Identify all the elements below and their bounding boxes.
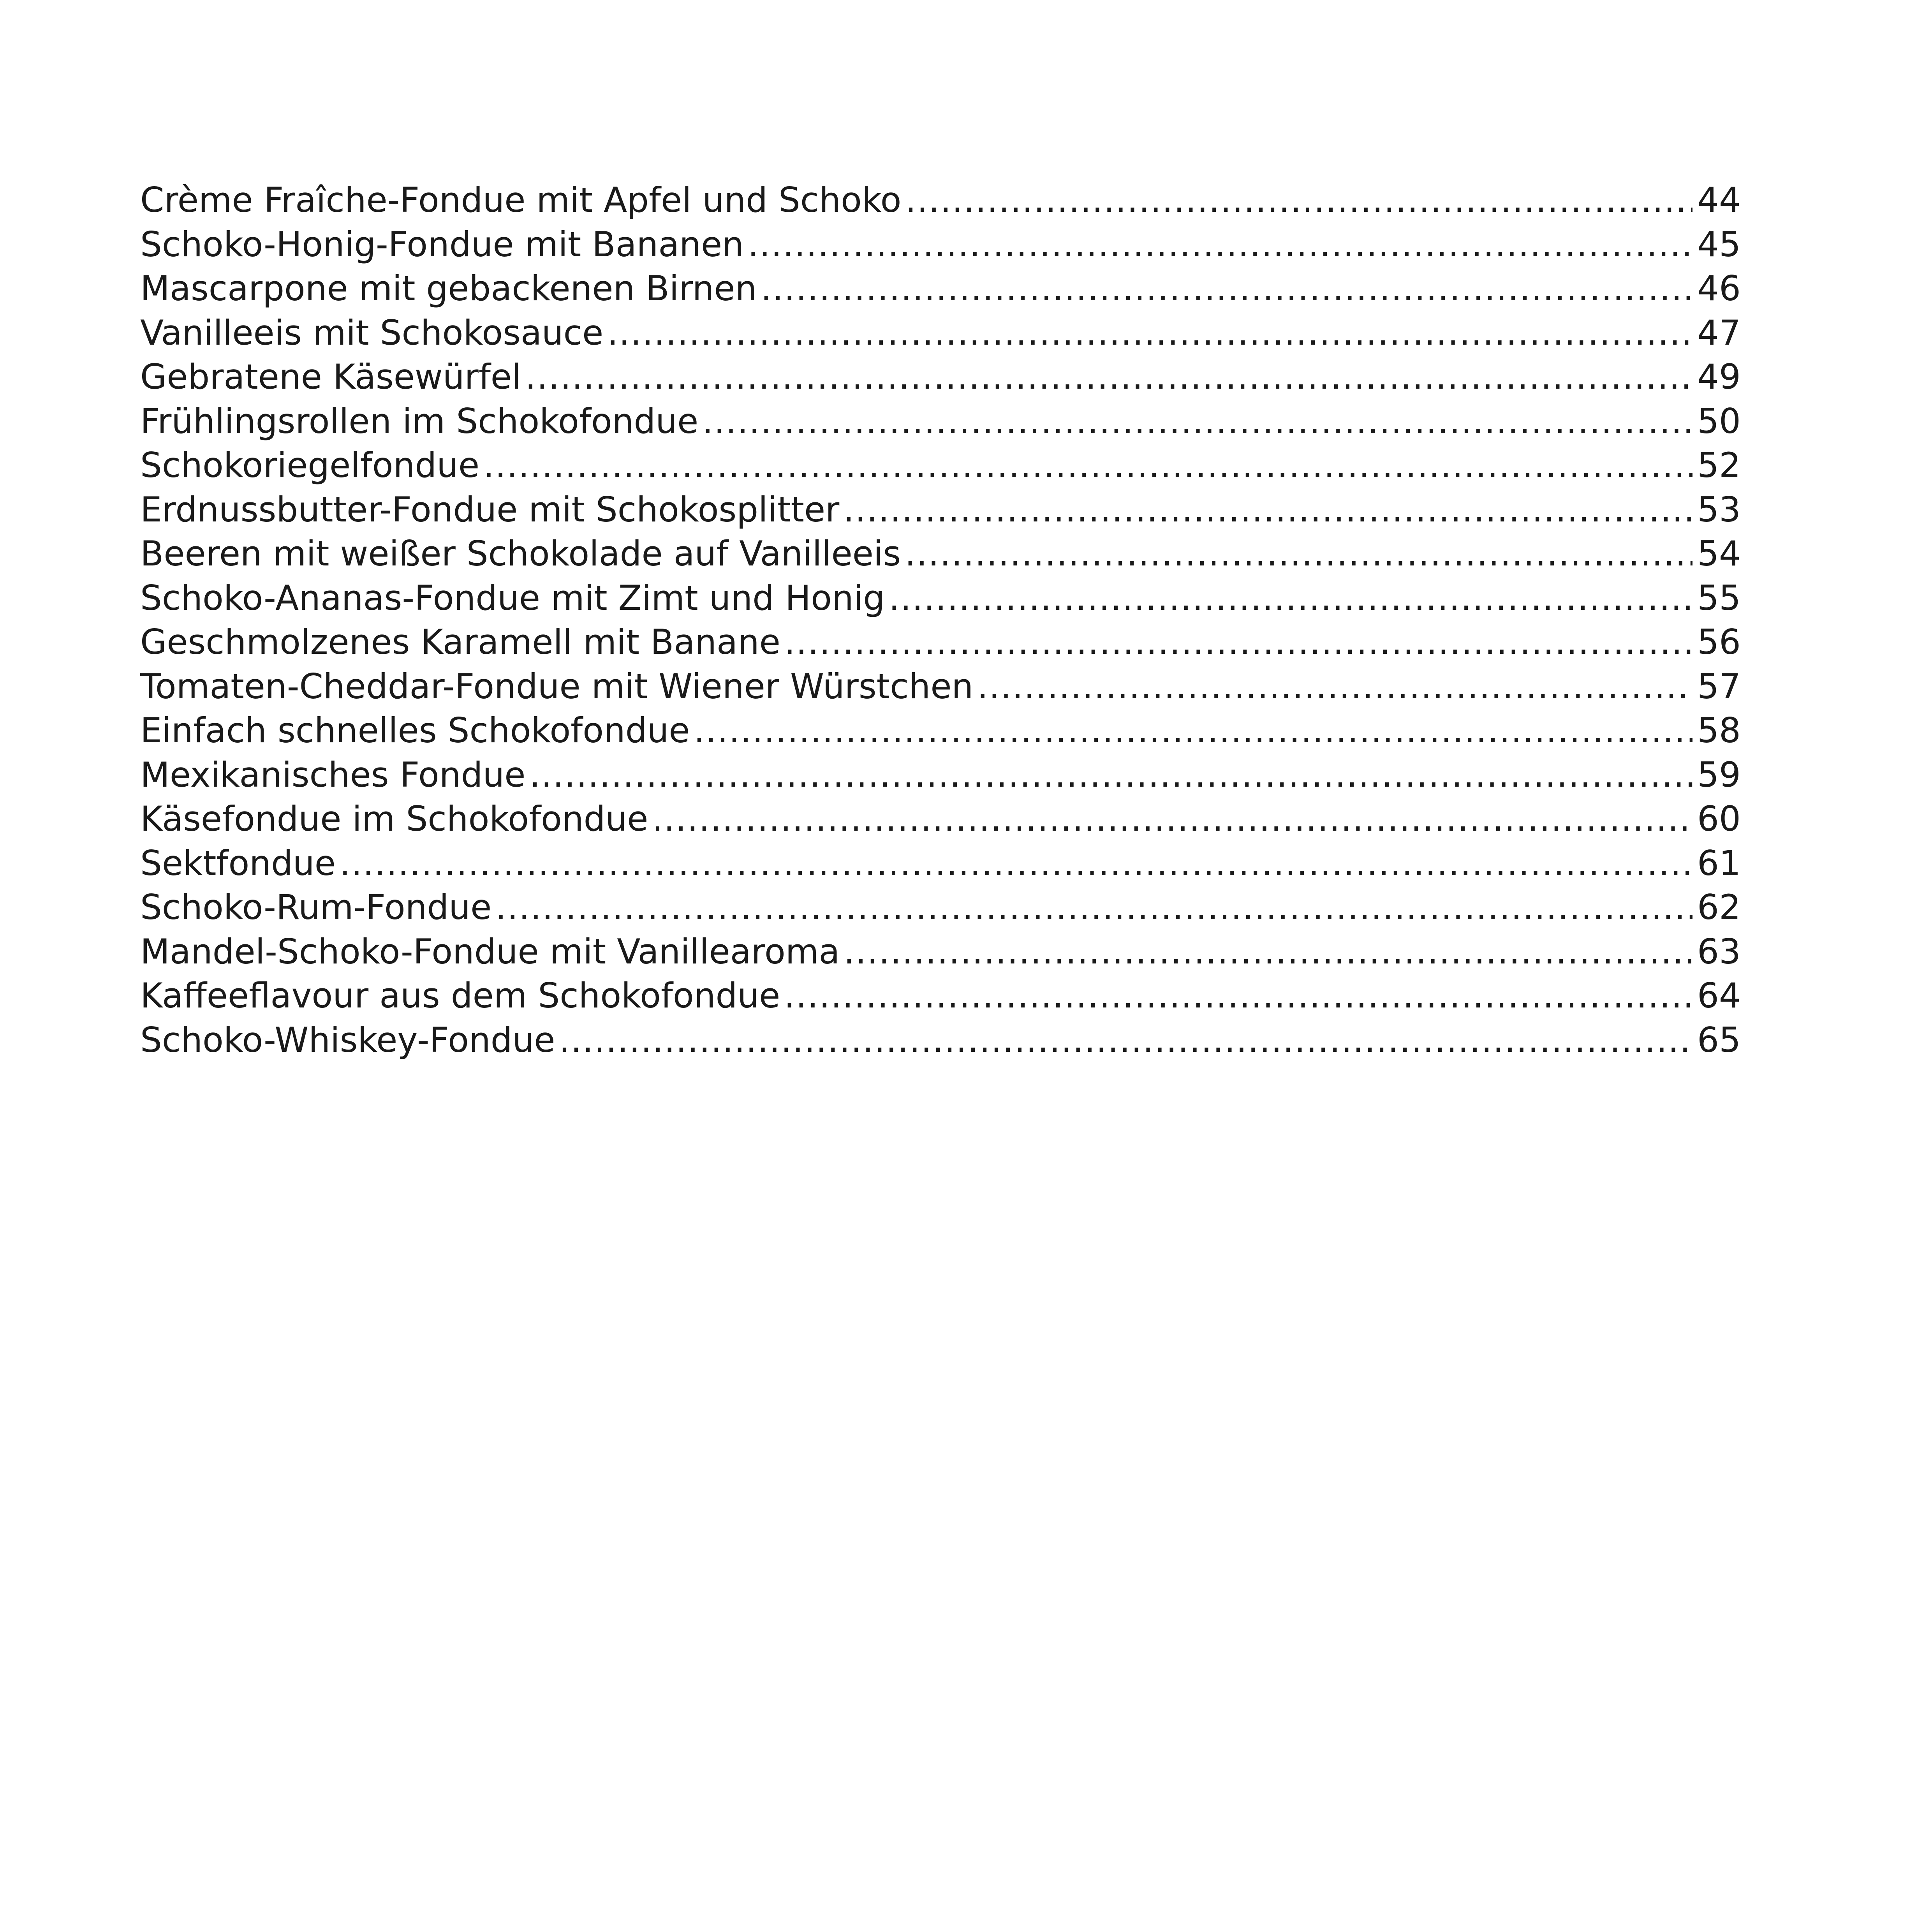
toc-page-number: 45 xyxy=(1697,224,1741,264)
toc-entry[interactable] xyxy=(140,841,1741,886)
toc-dot-leader xyxy=(761,266,1692,311)
toc-page-number: 56 xyxy=(1697,622,1741,662)
toc-entry[interactable] xyxy=(140,753,1741,797)
toc-entry[interactable] xyxy=(140,576,1741,620)
toc-page-number: 65 xyxy=(1697,1020,1741,1060)
toc-dot-leader xyxy=(525,355,1692,399)
toc-entry-title: Schokoriegelfondue xyxy=(140,445,480,485)
toc-entry[interactable] xyxy=(140,797,1741,841)
toc-dot-leader xyxy=(905,178,1692,222)
toc-dot-leader xyxy=(843,488,1692,532)
toc-page-number: 60 xyxy=(1697,799,1741,839)
toc-page-number: 53 xyxy=(1697,489,1741,530)
toc-entry[interactable] xyxy=(140,930,1741,974)
toc-entry[interactable] xyxy=(140,532,1741,576)
toc-entry[interactable] xyxy=(140,1018,1741,1062)
toc-page-number: 64 xyxy=(1697,976,1741,1016)
toc-page-number: 55 xyxy=(1697,578,1741,618)
toc-entry[interactable] xyxy=(140,311,1741,355)
toc-entry[interactable] xyxy=(140,620,1741,664)
toc-entry-title: Kaffeeflavour aus dem Schokofondue xyxy=(140,976,780,1016)
toc-dot-leader xyxy=(784,974,1692,1018)
toc-entry-title: Beeren mit weißer Schokolade auf Vanilleeis xyxy=(140,534,901,574)
toc-entry-title: Crème Fraîche-Fondue mit Apfel und Schoko xyxy=(140,180,902,220)
toc-dot-leader xyxy=(905,532,1692,576)
toc-dot-leader xyxy=(652,797,1692,841)
toc-entry-title: Mandel-Schoko-Fondue mit Vanillearoma xyxy=(140,931,840,972)
toc-entry[interactable] xyxy=(140,443,1741,488)
toc-page-number: 62 xyxy=(1697,887,1741,927)
toc-page-number: 63 xyxy=(1697,931,1741,972)
toc-page-number: 46 xyxy=(1697,268,1741,308)
toc-entry-title: Geschmolzenes Karamell mit Banane xyxy=(140,622,780,662)
toc-dot-leader xyxy=(702,399,1692,444)
toc-dot-leader xyxy=(889,576,1692,620)
toc-page-number: 59 xyxy=(1697,754,1741,795)
toc-entry-title: Mascarpone mit gebackenen Birnen xyxy=(140,268,757,308)
toc-dot-leader xyxy=(748,222,1692,267)
toc-entry-title: Mexikanisches Fondue xyxy=(140,754,526,795)
toc-page-number: 61 xyxy=(1697,843,1741,883)
toc-dot-leader xyxy=(844,930,1692,974)
toc-page-number: 57 xyxy=(1697,666,1741,706)
toc-dot-leader xyxy=(483,443,1692,488)
toc-entry-title: Einfach schnelles Schokofondue xyxy=(140,710,690,750)
toc-entry-title: Gebratene Käsewürfel xyxy=(140,357,521,397)
toc-entry-title: Tomaten-Cheddar-Fondue mit Wiener Würstchen xyxy=(140,666,974,706)
toc-entry[interactable] xyxy=(140,222,1741,267)
toc-entry-title: Frühlingsrollen im Schokofondue xyxy=(140,401,699,441)
toc-page-number: 54 xyxy=(1697,534,1741,574)
toc-entry[interactable] xyxy=(140,974,1741,1018)
toc-entry[interactable] xyxy=(140,178,1741,222)
toc-page-number: 50 xyxy=(1697,401,1741,441)
toc-entry-title: Vanilleeis mit Schokosauce xyxy=(140,312,604,353)
toc-entry[interactable] xyxy=(140,885,1741,930)
toc-entry[interactable] xyxy=(140,399,1741,444)
toc-page-number: 44 xyxy=(1697,180,1741,220)
toc-entry-title: Schoko-Honig-Fondue mit Bananen xyxy=(140,224,744,264)
toc-dot-leader xyxy=(694,708,1692,753)
toc-dot-leader xyxy=(340,841,1692,886)
toc-entry[interactable] xyxy=(140,266,1741,311)
toc-page-number: 47 xyxy=(1697,312,1741,353)
toc-entry[interactable] xyxy=(140,708,1741,753)
toc-page-number: 58 xyxy=(1697,710,1741,750)
toc-dot-leader xyxy=(529,753,1692,797)
toc-page-number: 49 xyxy=(1697,357,1741,397)
toc-dot-leader xyxy=(607,311,1692,355)
toc-entry[interactable] xyxy=(140,355,1741,399)
toc-entry[interactable] xyxy=(140,488,1741,532)
toc-entry-title: Sektfondue xyxy=(140,843,336,883)
table-of-contents xyxy=(140,178,1741,1062)
toc-entry-title: Erdnussbutter-Fondue mit Schokosplitter xyxy=(140,489,840,530)
toc-entry[interactable] xyxy=(140,664,1741,709)
toc-entry-title: Käsefondue im Schokofondue xyxy=(140,799,648,839)
toc-dot-leader xyxy=(559,1018,1692,1062)
toc-entry-title: Schoko-Ananas-Fondue mit Zimt und Honig xyxy=(140,578,885,618)
toc-dot-leader xyxy=(784,620,1692,664)
toc-page-number: 52 xyxy=(1697,445,1741,485)
toc-entry-title: Schoko-Rum-Fondue xyxy=(140,887,492,927)
toc-entry-title: Schoko-Whiskey-Fondue xyxy=(140,1020,555,1060)
toc-dot-leader xyxy=(495,885,1692,930)
toc-dot-leader xyxy=(977,664,1692,709)
